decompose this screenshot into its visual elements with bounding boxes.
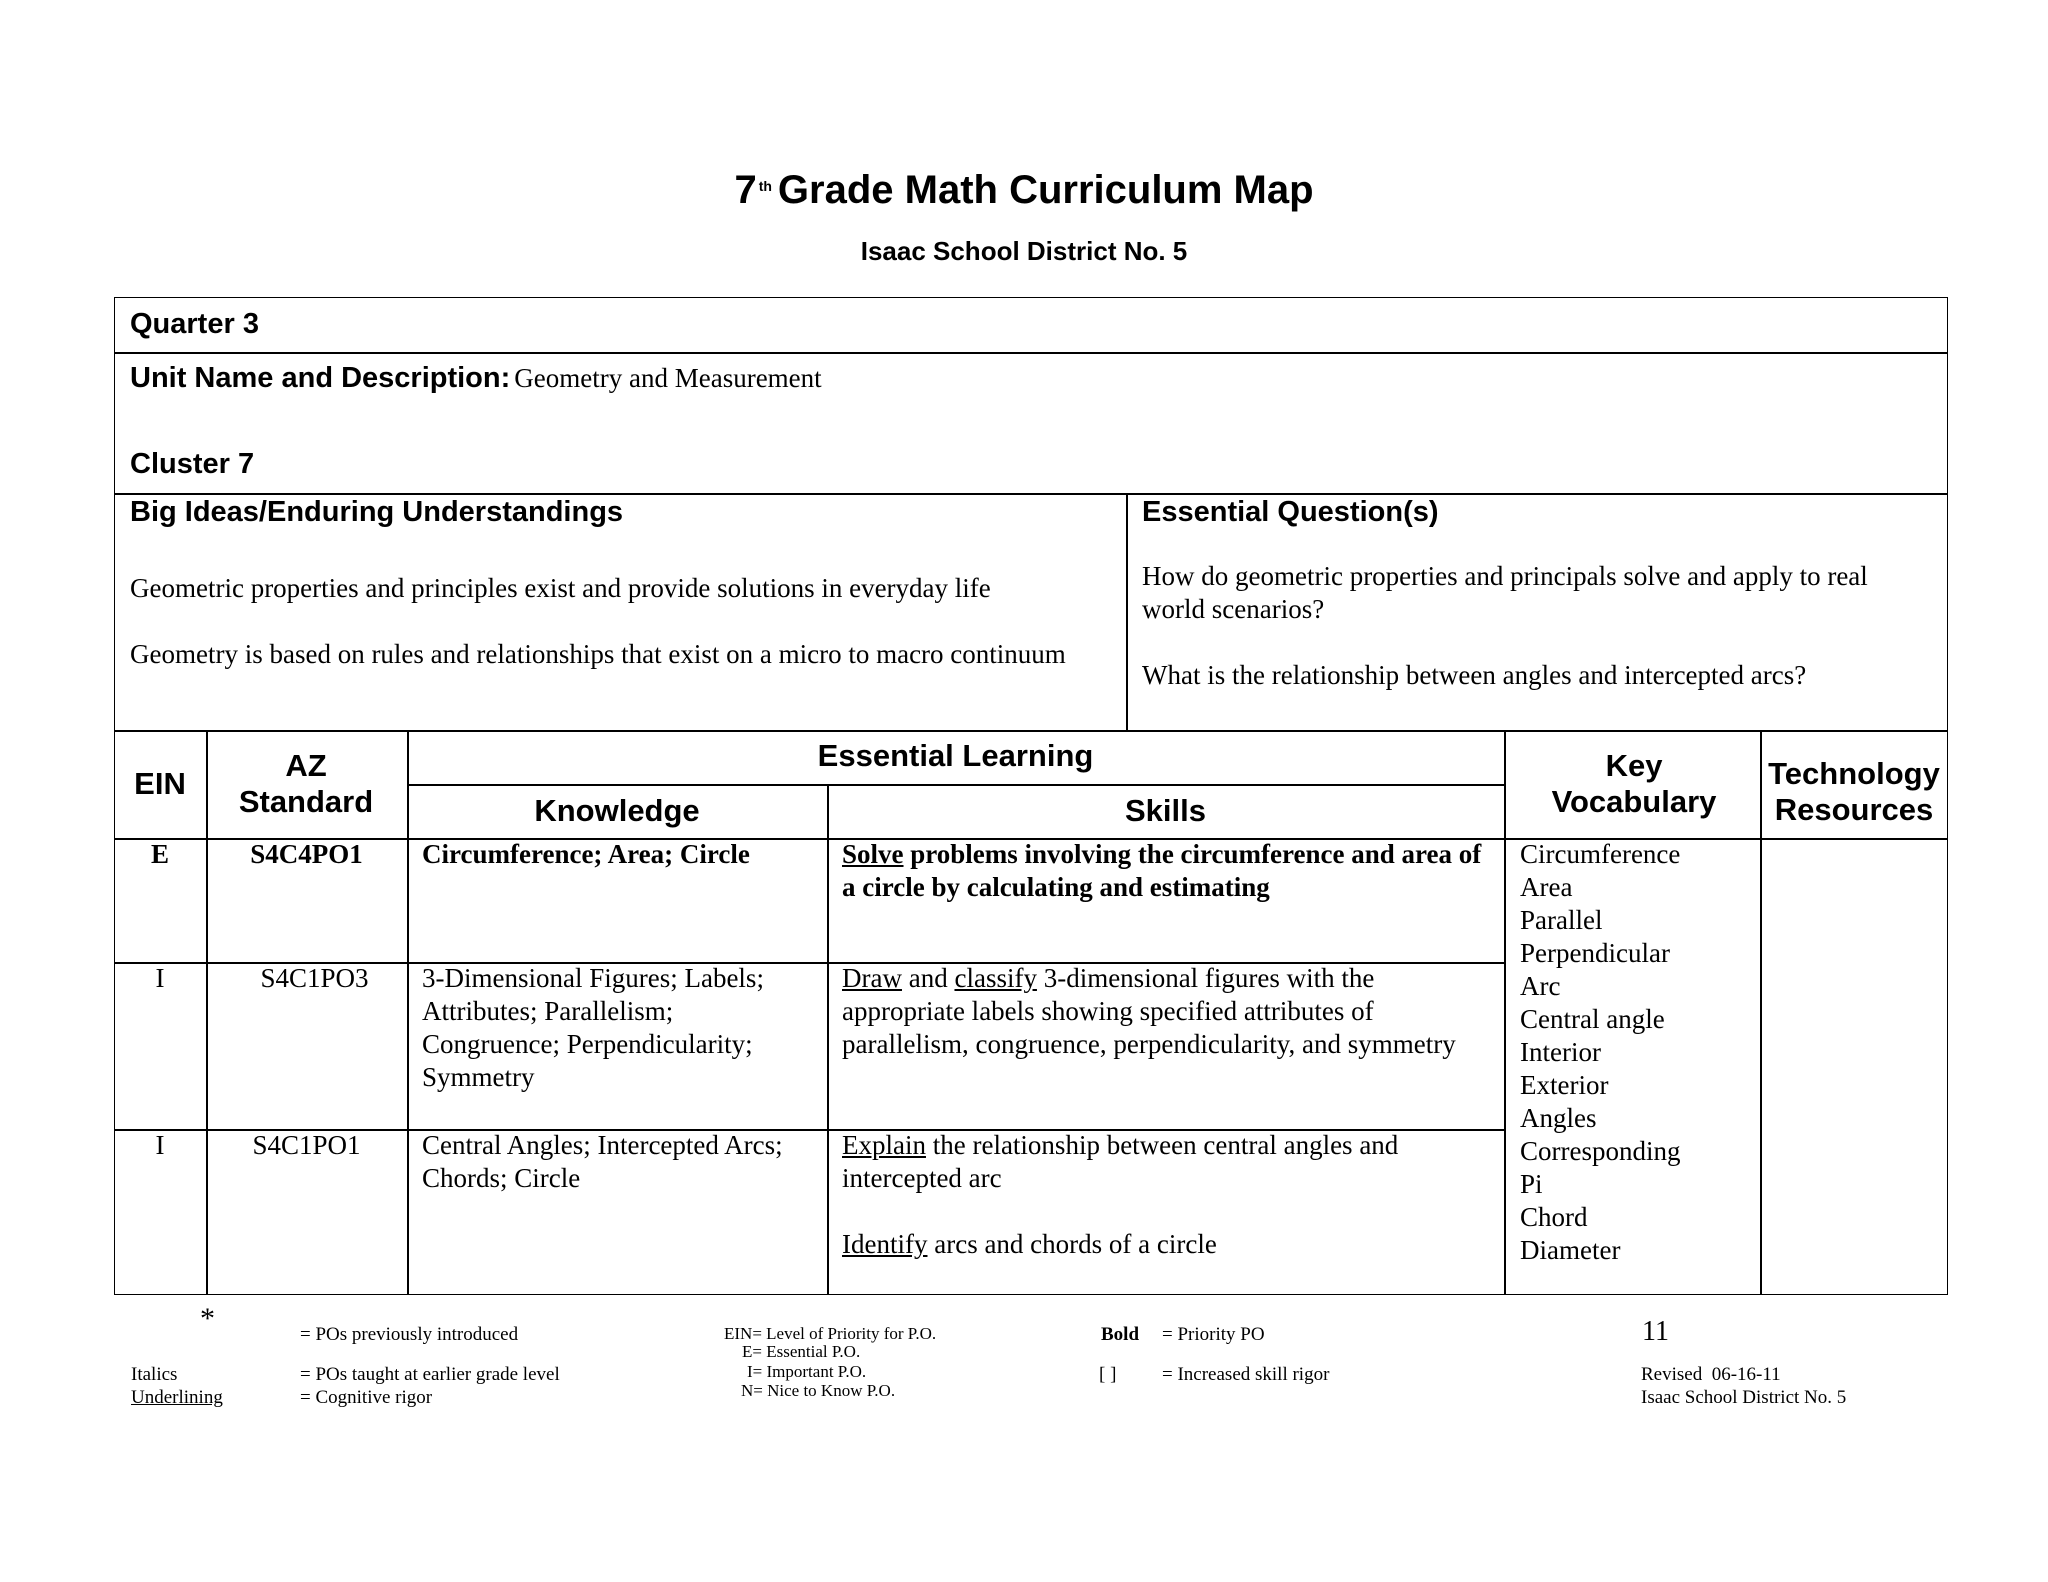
table-cell-knowledge: Central Angles; Intercepted Arcs; Chords; Circle xyxy=(422,1130,783,1193)
legend-ein-line: E= Essential P.O. xyxy=(742,1342,861,1361)
legend-bracket-desc: = Increased skill rigor xyxy=(1162,1364,1330,1385)
col-header-knowledge: Knowledge xyxy=(534,793,700,828)
footer-district: Isaac School District No. 5 xyxy=(1641,1387,1847,1408)
page-title: 7 $^{th}$ Grade Math Curriculum Map xyxy=(734,168,1314,212)
legend-ein-line: EIN= Level of Priority for P.O. xyxy=(724,1324,937,1343)
cluster-label: Cluster 7 xyxy=(130,448,255,480)
col-header-key-vocabulary: Key Vocabulary xyxy=(1551,748,1717,819)
vocab-item: Arc xyxy=(1520,971,1561,1001)
legend-ein-line: I= Important P.O. xyxy=(747,1362,867,1381)
vocab-item: Corresponding xyxy=(1520,1136,1681,1166)
col-header-skills: Skills xyxy=(1125,793,1206,828)
col-header-ein: EIN xyxy=(134,766,186,801)
table-cell-knowledge: 3-Dimensional Figures; Labels; Attributes; Parallelism; Congruence; Perpendicularity; Symmetry xyxy=(422,963,764,1092)
col-header-technology-resources: Technology Resources xyxy=(1768,756,1940,827)
quarter-label: Quarter 3 xyxy=(130,308,259,340)
essential-questions-heading: Essential Question(s) xyxy=(1142,496,1439,528)
vocab-item: Chord xyxy=(1520,1202,1588,1232)
vocab-item: Area xyxy=(1520,872,1573,902)
table-cell-skills: Draw and classify 3-dimensional figures with the appropriate labels showing specified attributes of parallelism, congruence, perpendicularity, and symmetry xyxy=(842,963,1456,1059)
big-idea-item: Geometric properties and principles exist and provide solutions in everyday life xyxy=(130,573,991,603)
unit-label: Unit Name and Description: xyxy=(130,362,511,394)
legend-italics-desc: = POs taught at earlier grade level xyxy=(300,1364,560,1385)
table-cell-standard: S4C1PO3 xyxy=(260,963,369,993)
table-cell-knowledge: Circumference; Area; Circle xyxy=(422,839,750,869)
vocab-item: Central angle xyxy=(1520,1004,1665,1034)
table-cell-ein: E xyxy=(150,839,169,869)
legend-ein-line: N= Nice to Know P.O. xyxy=(741,1381,896,1400)
table-cell-ein: I xyxy=(155,1130,165,1160)
asterisk-symbol: * xyxy=(200,1302,215,1335)
unit-name-description xyxy=(130,362,822,395)
essential-question-item: How do geometric properties and principals solve and apply to real world scenarios? xyxy=(1142,561,1868,624)
vocab-item: Exterior xyxy=(1520,1070,1609,1100)
table-cell-skills: Solve problems involving the circumference and area of a circle by calculating and estimating xyxy=(842,839,1482,902)
legend-bold-label: Bold xyxy=(1101,1324,1140,1345)
unit-value: Geometry and Measurement xyxy=(514,363,822,393)
vocab-item: Circumference xyxy=(1520,839,1681,869)
key-vocabulary-list xyxy=(1520,838,1750,1267)
col-header-essential-learning: Essential Learning xyxy=(817,738,1094,773)
vocab-item: Parallel xyxy=(1520,905,1603,935)
revised-date: Revised 06-16-11 xyxy=(1641,1364,1781,1385)
legend-bold-desc: = Priority PO xyxy=(1162,1324,1265,1345)
table-cell-standard: S4C1PO1 xyxy=(252,1130,361,1160)
page-number: 11 xyxy=(1642,1316,1669,1347)
legend-underlining-label: Underlining xyxy=(131,1387,223,1408)
table-cell-standard: S4C4PO1 xyxy=(250,839,363,869)
vocab-item: Diameter xyxy=(1520,1235,1621,1265)
big-ideas-heading: Big Ideas/Enduring Understandings xyxy=(130,496,624,528)
vocab-item: Perpendicular xyxy=(1520,938,1670,968)
big-idea-item: Geometry is based on rules and relationships that exist on a micro to macro continuum xyxy=(130,639,1066,669)
table-cell-skills xyxy=(842,1129,1494,1261)
col-header-az-standard: AZ Standard xyxy=(238,748,374,819)
legend-underlining-desc: = Cognitive rigor xyxy=(300,1387,433,1408)
vocab-item: Interior xyxy=(1520,1037,1601,1067)
skill-line: Explain the relationship between central angles and intercepted arc xyxy=(842,1130,1399,1193)
vocab-item: Angles xyxy=(1520,1103,1597,1133)
legend-bracket-label: [ ] xyxy=(1099,1364,1117,1385)
legend-asterisk-desc: = POs previously introduced xyxy=(300,1324,519,1345)
page-subtitle: Isaac School District No. 5 xyxy=(860,236,1188,266)
vocab-item: Pi xyxy=(1520,1169,1543,1199)
legend-italics-label: Italics xyxy=(131,1364,178,1385)
table-cell-ein: I xyxy=(155,963,165,993)
essential-question-item: What is the relationship between angles and intercepted arcs? xyxy=(1142,660,1807,690)
skill-line: Identify arcs and chords of a circle xyxy=(842,1229,1217,1259)
